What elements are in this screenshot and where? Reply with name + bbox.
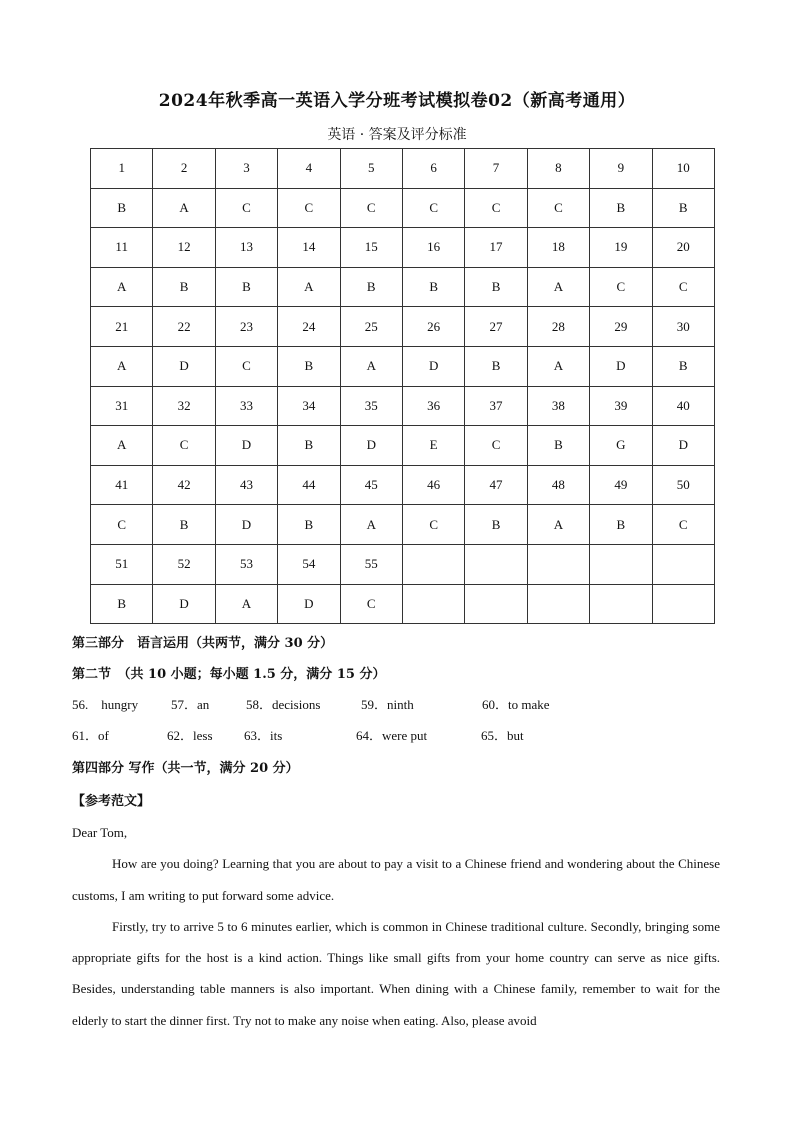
question-number-cell: 26 bbox=[402, 307, 464, 347]
fill-answer-56: 56. hungry bbox=[72, 697, 139, 712]
question-number-cell bbox=[465, 544, 527, 584]
page-subtitle: 英语 · 答案及评分标准 bbox=[327, 127, 467, 143]
question-number-cell: 38 bbox=[527, 386, 589, 426]
answer-key-cell: B bbox=[91, 188, 153, 228]
answer-key-row bbox=[91, 188, 715, 228]
question-number-cell: 29 bbox=[590, 307, 652, 347]
question-number-cell: 50 bbox=[652, 465, 714, 505]
question-number-cell: 52 bbox=[153, 544, 215, 584]
answer-key-cell: C bbox=[527, 188, 589, 228]
answer-key-cell: D bbox=[590, 346, 652, 386]
question-number-cell: 17 bbox=[465, 228, 527, 268]
answer-key-cell: B bbox=[278, 426, 340, 466]
answer-key-cell: D bbox=[215, 426, 277, 466]
question-number-cell: 35 bbox=[340, 386, 402, 426]
answer-key-cell: A bbox=[215, 584, 277, 624]
answer-key-cell: C bbox=[340, 188, 402, 228]
answer-key-cell: A bbox=[527, 267, 589, 307]
question-number-cell: 16 bbox=[402, 228, 464, 268]
question-number-cell: 41 bbox=[91, 465, 153, 505]
question-number-cell: 55 bbox=[340, 544, 402, 584]
answer-key-cell: D bbox=[340, 426, 402, 466]
answer-key-cell: B bbox=[590, 188, 652, 228]
question-number-cell: 34 bbox=[278, 386, 340, 426]
fill-answer-61: 61．of bbox=[72, 728, 109, 743]
sample-essay bbox=[72, 817, 720, 1036]
answer-key-cell: B bbox=[91, 584, 153, 624]
question-number-cell: 43 bbox=[215, 465, 277, 505]
question-number-cell: 31 bbox=[91, 386, 153, 426]
answer-key-row bbox=[91, 584, 715, 624]
question-number-cell: 8 bbox=[527, 149, 589, 189]
answer-key-cell: B bbox=[278, 505, 340, 545]
answer-key-cell: C bbox=[402, 505, 464, 545]
question-number-row bbox=[91, 386, 715, 426]
question-number-cell: 21 bbox=[91, 307, 153, 347]
question-number-cell: 18 bbox=[527, 228, 589, 268]
fill-answer-59: 59．ninth bbox=[361, 697, 414, 712]
question-number-cell: 39 bbox=[590, 386, 652, 426]
question-number-row bbox=[91, 544, 715, 584]
question-number-cell: 46 bbox=[402, 465, 464, 505]
question-number-cell: 23 bbox=[215, 307, 277, 347]
answer-key-cell: D bbox=[153, 584, 215, 624]
question-number-cell bbox=[527, 544, 589, 584]
question-number-row bbox=[91, 149, 715, 189]
fill-answer-62: 62．less bbox=[167, 728, 213, 743]
answer-key-cell: E bbox=[402, 426, 464, 466]
answer-key-cell: B bbox=[465, 346, 527, 386]
answer-key-cell: A bbox=[278, 267, 340, 307]
question-number-cell: 12 bbox=[153, 228, 215, 268]
fill-answer-64: 64．were put bbox=[356, 728, 428, 743]
answer-key-cell bbox=[402, 584, 464, 624]
question-number-cell: 15 bbox=[340, 228, 402, 268]
answer-key-cell: G bbox=[590, 426, 652, 466]
answer-key-cell: B bbox=[465, 505, 527, 545]
answer-key-cell: C bbox=[215, 346, 277, 386]
question-number-cell: 51 bbox=[91, 544, 153, 584]
question-number-cell: 13 bbox=[215, 228, 277, 268]
answer-key-cell: C bbox=[465, 188, 527, 228]
answer-key-cell: C bbox=[215, 188, 277, 228]
question-number-cell: 19 bbox=[590, 228, 652, 268]
fill-answer-65: 65．but bbox=[481, 728, 524, 743]
answer-key-cell: A bbox=[340, 346, 402, 386]
answer-key-cell: A bbox=[153, 188, 215, 228]
answer-key-cell: A bbox=[91, 346, 153, 386]
answer-key-cell: C bbox=[153, 426, 215, 466]
answer-key-row bbox=[91, 267, 715, 307]
question-number-cell: 27 bbox=[465, 307, 527, 347]
question-number-cell: 10 bbox=[652, 149, 714, 189]
answer-key-row bbox=[91, 426, 715, 466]
answer-key-cell: B bbox=[153, 505, 215, 545]
question-number-cell: 11 bbox=[91, 228, 153, 268]
answer-key-cell: D bbox=[215, 505, 277, 545]
essay-paragraph-2: Firstly, try to arrive 5 to 6 minutes earlier, which is common in Chinese traditional culture. Secondly, bringing some appropriate gifts for the host is a kind action. Things like small gifts from your home country can serve as nice gifts. Besides, understanding table manners is also important. When dining with a Chinese family, remember to wait for the elderly to start the dinner first. Try not to make any noise when eating. Also, please avoid bbox=[72, 918, 720, 1028]
answer-key-cell bbox=[465, 584, 527, 624]
question-number-cell: 5 bbox=[340, 149, 402, 189]
question-number-cell bbox=[590, 544, 652, 584]
answer-key-cell: A bbox=[91, 267, 153, 307]
question-number-cell: 44 bbox=[278, 465, 340, 505]
question-number-cell: 20 bbox=[652, 228, 714, 268]
answer-key-cell: A bbox=[91, 426, 153, 466]
question-number-row bbox=[91, 307, 715, 347]
question-number-cell: 32 bbox=[153, 386, 215, 426]
answer-key-cell: C bbox=[652, 505, 714, 545]
answer-key-row bbox=[91, 346, 715, 386]
fill-answers-line-2 bbox=[72, 725, 722, 745]
section2-heading: 第二节 （共 10 小题；每小题 1.5 分，满分 15 分） bbox=[72, 667, 386, 682]
question-number-cell: 47 bbox=[465, 465, 527, 505]
answer-key-cell: B bbox=[153, 267, 215, 307]
answer-key-cell: B bbox=[402, 267, 464, 307]
answer-key-cell: B bbox=[215, 267, 277, 307]
essay-greeting: Dear Tom, bbox=[72, 825, 128, 840]
part4-heading: 第四部分 写作（共一节，满分 20 分） bbox=[72, 761, 299, 776]
question-number-cell: 48 bbox=[527, 465, 589, 505]
question-number-cell: 30 bbox=[652, 307, 714, 347]
question-number-cell: 45 bbox=[340, 465, 402, 505]
answer-table bbox=[90, 148, 715, 624]
fill-answer-57: 57．an bbox=[171, 697, 210, 712]
answer-key-cell: B bbox=[465, 267, 527, 307]
answer-key-row bbox=[91, 505, 715, 545]
question-number-cell: 53 bbox=[215, 544, 277, 584]
answer-key-cell: B bbox=[340, 267, 402, 307]
essay-label: 【参考范文】 bbox=[72, 794, 151, 809]
question-number-cell: 24 bbox=[278, 307, 340, 347]
page-title: 2024年秋季高一英语入学分班考试模拟卷02（新高考通用） bbox=[158, 91, 636, 111]
answer-key-cell: D bbox=[278, 584, 340, 624]
answer-key-cell: B bbox=[590, 505, 652, 545]
fill-answer-60: 60．to make bbox=[482, 697, 550, 712]
fill-answer-58: 58．decisions bbox=[246, 697, 321, 712]
answer-key-cell: A bbox=[340, 505, 402, 545]
answer-table-body bbox=[91, 149, 715, 624]
question-number-row bbox=[91, 465, 715, 505]
fill-answer-63: 63．its bbox=[244, 728, 283, 743]
question-number-cell: 49 bbox=[590, 465, 652, 505]
answer-key-cell: C bbox=[465, 426, 527, 466]
question-number-cell: 33 bbox=[215, 386, 277, 426]
answer-key-cell: D bbox=[402, 346, 464, 386]
question-number-row bbox=[91, 228, 715, 268]
question-number-cell: 2 bbox=[153, 149, 215, 189]
answer-key-cell: C bbox=[590, 267, 652, 307]
answer-key-cell: C bbox=[652, 267, 714, 307]
answer-key-cell: A bbox=[527, 505, 589, 545]
answer-key-cell: C bbox=[340, 584, 402, 624]
part3-heading: 第三部分 语言运用（共两节，满分 30 分） bbox=[72, 636, 334, 651]
answer-key-cell: A bbox=[527, 346, 589, 386]
question-number-cell: 28 bbox=[527, 307, 589, 347]
answer-key-cell: B bbox=[527, 426, 589, 466]
question-number-cell: 36 bbox=[402, 386, 464, 426]
answer-key-cell: C bbox=[91, 505, 153, 545]
essay-paragraph-1: How are you doing? Learning that you are about to pay a visit to a Chinese friend and wondering about the Chinese customs, I am writing to put forward some advice. bbox=[72, 856, 720, 903]
answer-key-cell: C bbox=[402, 188, 464, 228]
question-number-cell: 37 bbox=[465, 386, 527, 426]
fill-answers-line-1 bbox=[72, 694, 722, 714]
answer-key-cell: D bbox=[652, 426, 714, 466]
answer-key-cell: D bbox=[153, 346, 215, 386]
answer-key-cell bbox=[652, 584, 714, 624]
question-number-cell: 9 bbox=[590, 149, 652, 189]
question-number-cell: 7 bbox=[465, 149, 527, 189]
question-number-cell: 22 bbox=[153, 307, 215, 347]
question-number-cell: 25 bbox=[340, 307, 402, 347]
question-number-cell: 14 bbox=[278, 228, 340, 268]
answer-key-cell: C bbox=[278, 188, 340, 228]
question-number-cell bbox=[652, 544, 714, 584]
question-number-cell: 54 bbox=[278, 544, 340, 584]
answer-key-cell: B bbox=[652, 188, 714, 228]
question-number-cell: 4 bbox=[278, 149, 340, 189]
answer-key-cell: B bbox=[278, 346, 340, 386]
question-number-cell: 40 bbox=[652, 386, 714, 426]
question-number-cell: 6 bbox=[402, 149, 464, 189]
answer-key-cell bbox=[527, 584, 589, 624]
answer-key-cell: B bbox=[652, 346, 714, 386]
question-number-cell bbox=[402, 544, 464, 584]
question-number-cell: 3 bbox=[215, 149, 277, 189]
answer-key-cell bbox=[590, 584, 652, 624]
question-number-cell: 1 bbox=[91, 149, 153, 189]
question-number-cell: 42 bbox=[153, 465, 215, 505]
